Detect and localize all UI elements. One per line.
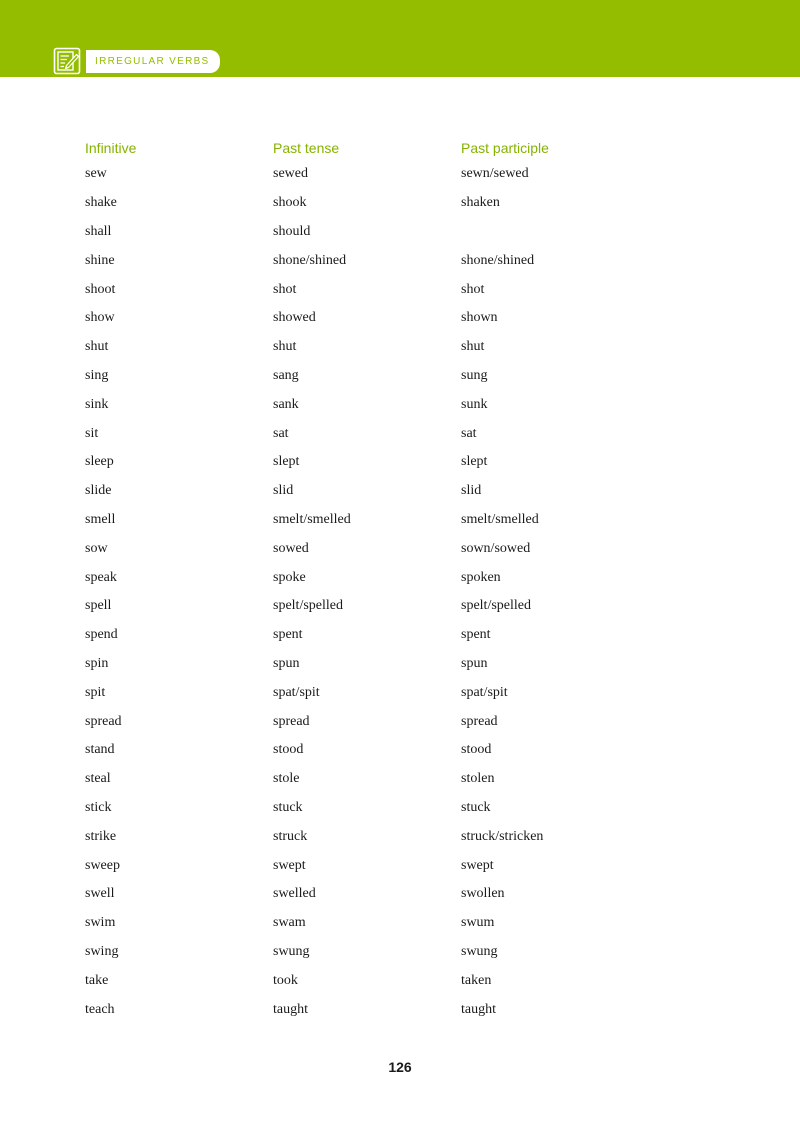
past-participle-cell: taught	[461, 1001, 496, 1017]
past-tense-cell: shone/shined	[273, 252, 347, 268]
past-participle-cell: stood	[461, 742, 492, 758]
table-row	[85, 506, 725, 535]
table-row	[85, 246, 725, 275]
past-tense-cell: stole	[273, 771, 300, 787]
infinitive-cell: shall	[85, 223, 112, 239]
infinitive-cell: take	[85, 972, 109, 988]
infinitive-cell: steal	[85, 771, 111, 787]
past-participle-cell: swollen	[461, 886, 505, 902]
past-participle-cell: slid	[461, 483, 482, 499]
infinitive-cell: smell	[85, 511, 116, 527]
table-row	[85, 333, 725, 362]
infinitive-cell: spin	[85, 655, 109, 671]
table-row	[85, 304, 725, 333]
past-participle-cell: stolen	[461, 771, 495, 787]
table-row	[85, 650, 725, 679]
past-participle-cell: shown	[461, 310, 498, 326]
section-label: IRREGULAR VERBS	[95, 56, 210, 67]
table-row	[85, 765, 725, 794]
past-tense-cell: spread	[273, 713, 310, 729]
past-tense-cell: showed	[273, 310, 316, 326]
notepad-pencil-icon	[53, 47, 81, 75]
past-participle-cell: taken	[461, 972, 492, 988]
past-participle-cell: spoken	[461, 569, 501, 585]
infinitive-cell: spit	[85, 684, 106, 700]
past-participle-cell: swept	[461, 857, 494, 873]
infinitive-cell: spell	[85, 598, 112, 614]
past-tense-cell: sank	[273, 396, 299, 412]
past-tense-cell: sang	[273, 367, 299, 383]
table-row	[85, 851, 725, 880]
infinitive-cell: swell	[85, 886, 115, 902]
irregular-verbs-table	[85, 136, 725, 1024]
column-header-infinitive: Infinitive	[85, 140, 137, 156]
page-number: 126	[388, 1059, 412, 1075]
past-tense-cell: spelt/spelled	[273, 598, 343, 614]
section-label-tab	[86, 50, 220, 73]
past-participle-cell: shut	[461, 339, 485, 355]
past-tense-cell: spoke	[273, 569, 306, 585]
past-tense-cell: swam	[273, 915, 306, 931]
past-tense-cell: sat	[273, 425, 289, 441]
table-row	[85, 938, 725, 967]
past-tense-cell: shook	[273, 195, 307, 211]
table-row	[85, 880, 725, 909]
past-participle-cell: shaken	[461, 195, 500, 211]
past-participle-cell: spun	[461, 655, 488, 671]
infinitive-cell: swim	[85, 915, 116, 931]
past-tense-cell: swept	[273, 857, 306, 873]
past-participle-cell: slept	[461, 454, 488, 470]
table-row	[85, 995, 725, 1024]
infinitive-cell: shoot	[85, 281, 116, 297]
past-tense-cell: stuck	[273, 799, 303, 815]
past-tense-cell: swung	[273, 943, 310, 959]
infinitive-cell: stick	[85, 799, 112, 815]
past-participle-cell: swum	[461, 915, 495, 931]
infinitive-cell: teach	[85, 1001, 115, 1017]
past-participle-cell: sat	[461, 425, 477, 441]
past-tense-cell: slept	[273, 454, 300, 470]
table-row	[85, 621, 725, 650]
past-participle-cell: sung	[461, 367, 488, 383]
past-tense-cell: sowed	[273, 540, 309, 556]
table-row	[85, 563, 725, 592]
past-tense-cell: swelled	[273, 886, 316, 902]
table-row	[85, 362, 725, 391]
table-row	[85, 707, 725, 736]
table-row	[85, 160, 725, 189]
past-tense-cell: struck	[273, 828, 308, 844]
infinitive-cell: sow	[85, 540, 108, 556]
past-participle-cell: spat/spit	[461, 684, 508, 700]
past-tense-cell: taught	[273, 1001, 308, 1017]
table-row	[85, 592, 725, 621]
past-tense-cell: should	[273, 223, 311, 239]
past-tense-cell: took	[273, 972, 298, 988]
past-tense-cell: spat/spit	[273, 684, 320, 700]
past-tense-cell: smelt/smelled	[273, 511, 351, 527]
infinitive-cell: sew	[85, 166, 107, 182]
past-tense-cell: spent	[273, 627, 303, 643]
past-participle-cell: struck/stricken	[461, 828, 544, 844]
table-row	[85, 419, 725, 448]
infinitive-cell: shine	[85, 252, 115, 268]
infinitive-cell: sing	[85, 367, 109, 383]
infinitive-cell: sweep	[85, 857, 120, 873]
table-row	[85, 822, 725, 851]
table-row	[85, 189, 725, 218]
past-participle-cell: sown/sowed	[461, 540, 531, 556]
past-tense-cell: shut	[273, 339, 297, 355]
past-tense-cell: spun	[273, 655, 300, 671]
table-row	[85, 534, 725, 563]
table-row	[85, 218, 725, 247]
table-row	[85, 448, 725, 477]
infinitive-cell: slide	[85, 483, 112, 499]
column-header-past-participle: Past participle	[461, 140, 549, 156]
infinitive-cell: spread	[85, 713, 122, 729]
infinitive-cell: sit	[85, 425, 99, 441]
past-participle-cell: swung	[461, 943, 498, 959]
past-tense-cell: slid	[273, 483, 294, 499]
infinitive-cell: shut	[85, 339, 109, 355]
table-row	[85, 794, 725, 823]
infinitive-cell: sink	[85, 396, 109, 412]
past-tense-cell: stood	[273, 742, 304, 758]
infinitive-cell: sleep	[85, 454, 114, 470]
infinitive-cell: stand	[85, 742, 115, 758]
past-participle-cell: shot	[461, 281, 485, 297]
past-tense-cell: shot	[273, 281, 297, 297]
past-participle-cell: sunk	[461, 396, 488, 412]
table-row	[85, 477, 725, 506]
infinitive-cell: shake	[85, 195, 117, 211]
table-header-row	[85, 136, 725, 160]
past-participle-cell: sewn/sewed	[461, 166, 529, 182]
column-header-past-tense: Past tense	[273, 140, 340, 156]
past-participle-cell: stuck	[461, 799, 491, 815]
past-participle-cell: spent	[461, 627, 491, 643]
table-row	[85, 275, 725, 304]
table-row	[85, 966, 725, 995]
past-participle-cell: shone/shined	[461, 252, 535, 268]
past-participle-cell: smelt/smelled	[461, 511, 539, 527]
past-tense-cell: sewed	[273, 166, 308, 182]
table-row	[85, 736, 725, 765]
past-participle-cell	[461, 218, 725, 247]
table-row	[85, 390, 725, 419]
past-participle-cell: spread	[461, 713, 498, 729]
infinitive-cell: strike	[85, 828, 117, 844]
table-row	[85, 678, 725, 707]
infinitive-cell: speak	[85, 569, 117, 585]
infinitive-cell: swing	[85, 943, 119, 959]
table-row	[85, 909, 725, 938]
infinitive-cell: spend	[85, 627, 118, 643]
past-participle-cell: spelt/spelled	[461, 598, 531, 614]
infinitive-cell: show	[85, 310, 115, 326]
table-body	[85, 160, 725, 1024]
